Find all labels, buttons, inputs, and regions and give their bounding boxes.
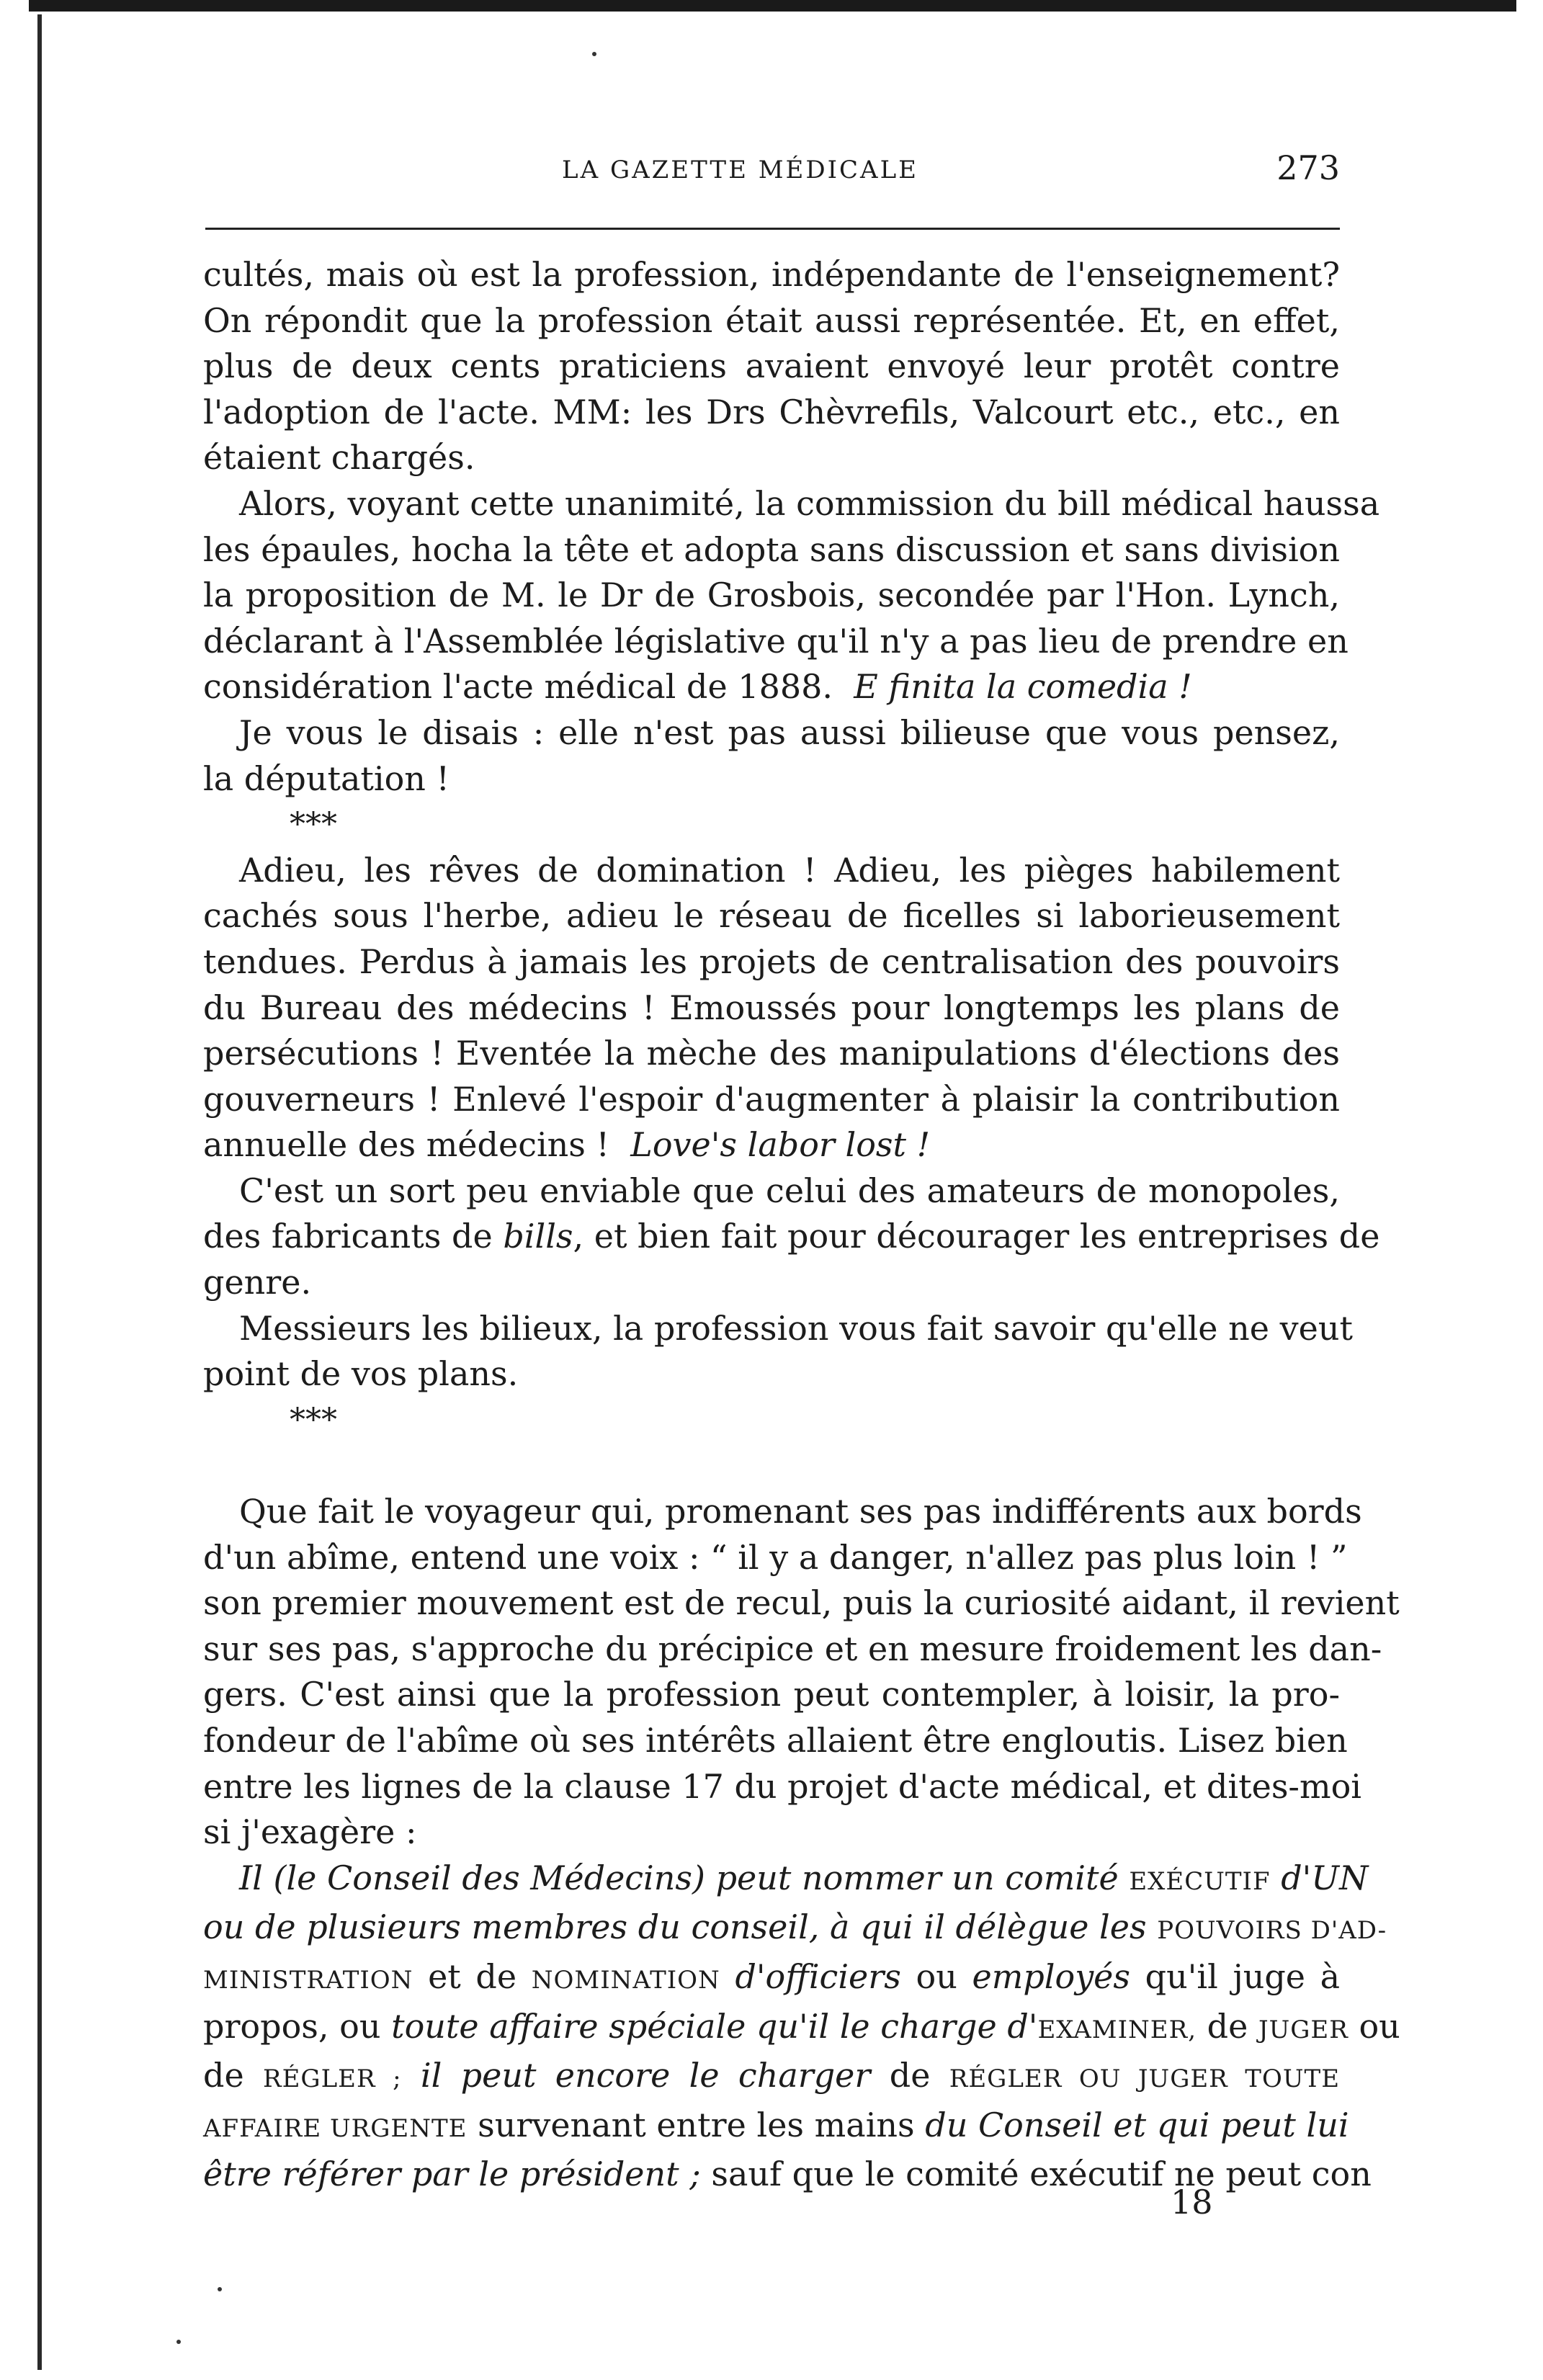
quote-line: ou de plusieurs membres du conseil, à qui il délègue les POUVOIRS D'AD- <box>203 1907 1387 1947</box>
text-line: gouverneurs ! Enlevé l'espoir d'augmenter à plaisir la contribution <box>203 1079 1340 1119</box>
text-line: tendues. Perdus à jamais les projets de centralisation des pouvoirs <box>203 941 1340 981</box>
text-line: cultés, mais où est la profession, indépendante de l'enseignement? <box>203 255 1340 294</box>
text-line: Je vous le disais : elle n'est pas aussi bilieuse que vous pensez, <box>239 712 1340 752</box>
text-line: du Bureau des médecins ! Emoussés pour longtemps les plans de <box>203 988 1340 1027</box>
text-line: genre. <box>203 1263 312 1302</box>
text-line: les épaules, hocha la tête et adopta sans discussion et sans division <box>203 529 1340 569</box>
text-line: plus de deux cents praticiens avaient envoyé leur protêt contre <box>203 346 1340 386</box>
text-line: gers. C'est ainsi que la profession peut contempler, à loisir, la pro- <box>203 1675 1340 1714</box>
text-line: annuelle des médecins ! Love's labor lost ! <box>203 1125 931 1165</box>
text-line: déclarant à l'Assemblée législative qu'il n'y a pas lieu de prendre en <box>203 621 1349 661</box>
page-number: 273 <box>1276 148 1340 187</box>
section-asterism: *** <box>290 806 337 844</box>
quote-line: être référer par le président ; sauf que le comité exécutif ne peut con <box>203 2155 1372 2194</box>
text-line: si j'exagère : <box>203 1812 417 1852</box>
page-header <box>202 148 1340 199</box>
text-line: l'adoption de l'acte. MM: les Drs Chèvrefils, Valcourt etc., etc., en <box>203 392 1340 431</box>
running-title: LA GAZETTE MÉDICALE <box>562 156 918 184</box>
section-asterism: *** <box>290 1401 337 1439</box>
scan-speck <box>176 2340 181 2344</box>
quote-line: de RÉGLER ; il peut encore le charger de RÉGLER OU JUGER TOUTE <box>203 2056 1341 2095</box>
quote-line: MINISTRATION et de NOMINATION d'officiers ou employés qu'il juge à <box>203 1956 1341 1996</box>
text-line: son premier mouvement est de recul, puis la curiosité aidant, il revient <box>203 1583 1400 1623</box>
text-line: persécutions ! Eventée la mèche des manipulations d'élections des <box>203 1034 1340 1073</box>
blank-line <box>203 1443 1340 1489</box>
text-line: d'un abîme, entend une voix : “ il y a danger, n'allez pas plus loin ! ” <box>203 1537 1348 1577</box>
text-line: sur ses pas, s'approche du précipice et en mesure froidement les dan- <box>203 1629 1382 1668</box>
text-line: la députation ! <box>203 759 450 798</box>
quote-line: Il (le Conseil des Médecins) peut nommer un comité EXÉCUTIF d'UN <box>239 1858 1369 1897</box>
text-line: Que fait le voyageur qui, promenant ses pas indifférents aux bords <box>239 1492 1362 1531</box>
article-body <box>203 252 1400 2198</box>
text-line: Adieu, les rêves de domination ! Adieu, les pièges habilement <box>239 850 1340 890</box>
scan-speck <box>218 2287 222 2291</box>
scan-edge-left <box>37 14 42 2370</box>
text-line: cachés sous l'herbe, adieu le réseau de ficelles si laborieusement <box>203 896 1340 936</box>
text-line: On répondit que la profession était aussi représentée. Et, en effet, <box>203 300 1340 340</box>
text-line: Alors, voyant cette unanimité, la commission du bill médical haussa <box>239 483 1380 523</box>
quote-line: AFFAIRE URGENTE survenant entre les mains du Conseil et qui peut lui <box>203 2105 1349 2144</box>
text-line: considération l'acte médical de 1888. E finita la comedia ! <box>203 667 1192 707</box>
quote-line: propos, ou toute affaire spéciale qu'il le charge d'EXAMINER, de JUGER ou <box>203 2006 1400 2046</box>
signature-mark: 18 <box>1171 2183 1213 2222</box>
italic-phrase: Love's labor lost ! <box>630 1125 931 1165</box>
text-line: Messieurs les bilieux, la profession vous fait savoir qu'elle ne veut <box>239 1308 1353 1348</box>
header-rule <box>205 228 1340 230</box>
text-line: C'est un sort peu enviable que celui des amateurs de monopoles, <box>239 1171 1340 1210</box>
text-line: entre les lignes de la clause 17 du projet d'acte médical, et dites-moi <box>203 1766 1362 1806</box>
scan-edge-top <box>29 0 1516 12</box>
text-line: la proposition de M. le Dr de Grosbois, secondée par l'Hon. Lynch, <box>203 576 1340 615</box>
text-line: étaient chargés. <box>203 438 475 478</box>
text-line: fondeur de l'abîme où ses intérêts allaient être engloutis. Lisez bien <box>203 1721 1348 1760</box>
italic-word: bills <box>503 1217 573 1256</box>
text-line: des fabricants de bills, et bien fait pour décourager les entreprises de <box>203 1217 1380 1256</box>
text-line: point de vos plans. <box>203 1354 519 1394</box>
italic-phrase: E finita la comedia ! <box>854 667 1192 707</box>
scan-speck <box>592 52 596 56</box>
